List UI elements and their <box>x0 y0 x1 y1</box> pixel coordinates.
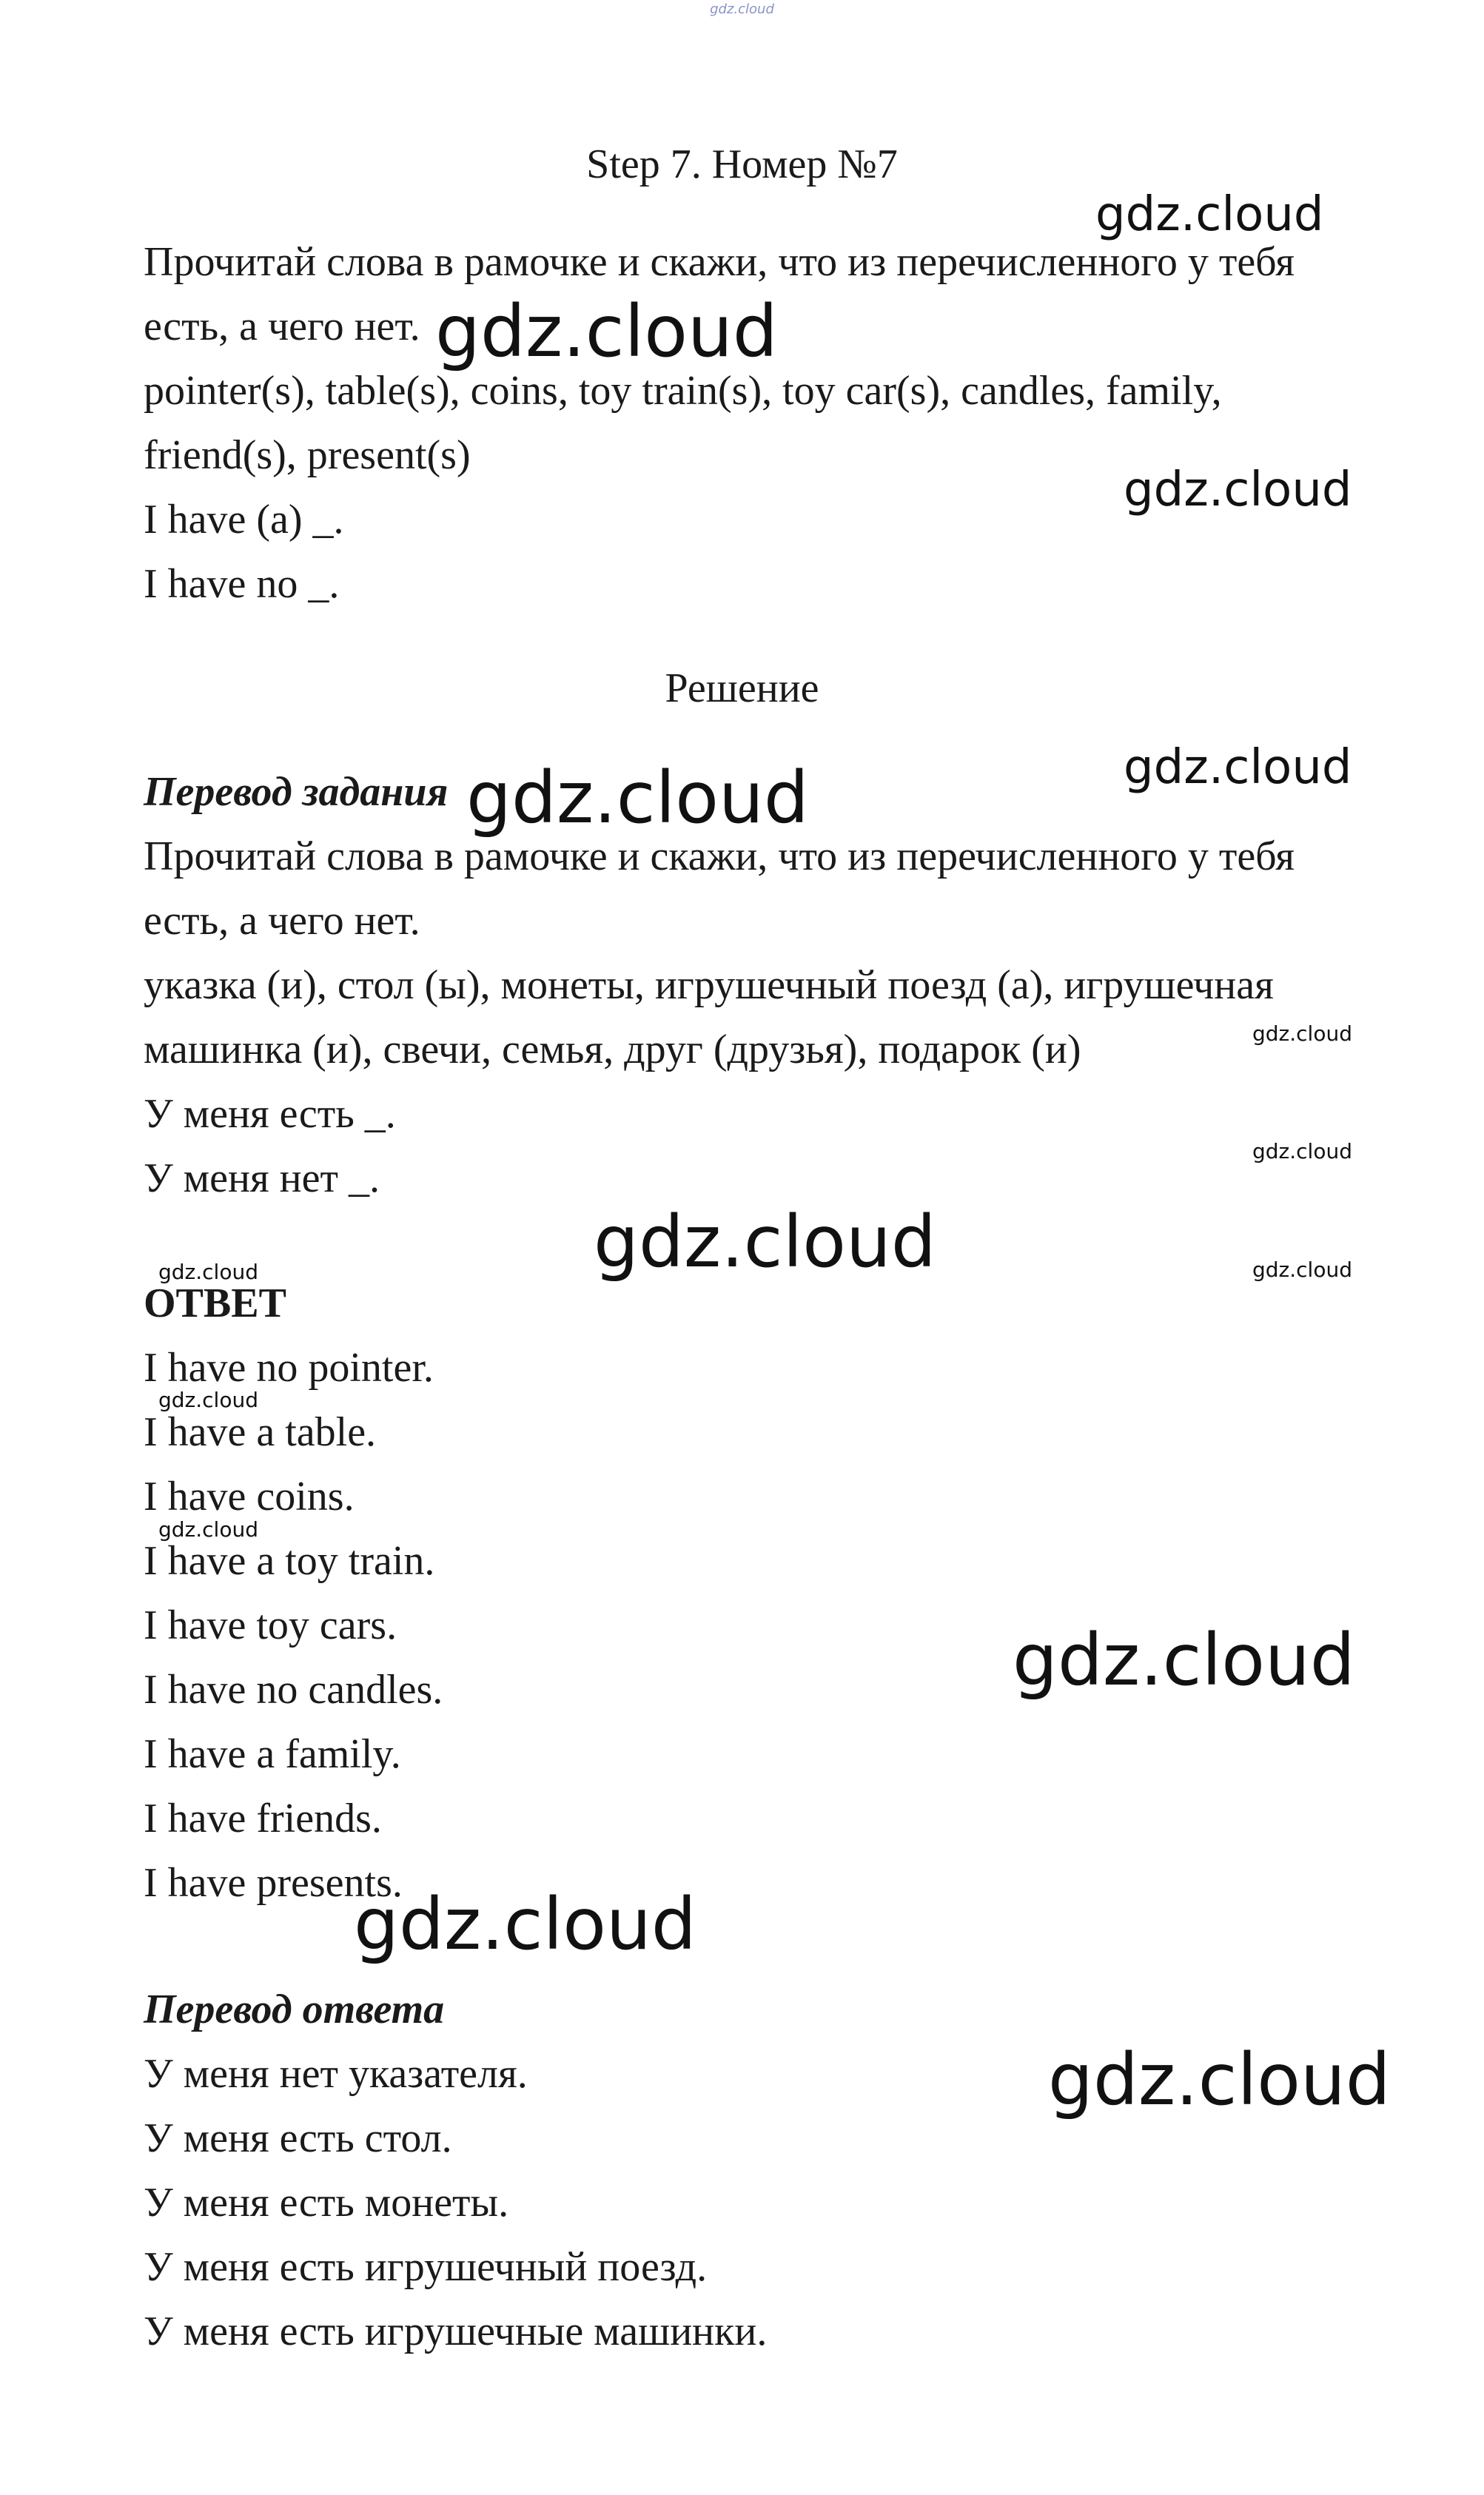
watermark: gdz.cloud <box>594 1201 936 1283</box>
watermark: gdz.cloud <box>1124 463 1352 517</box>
answer-translation-line: У меня есть игрушечный поезд. <box>144 2244 708 2290</box>
task-pattern-2: I have no _. <box>144 561 340 607</box>
translation-line-2: есть, а чего нет. <box>144 898 420 944</box>
task-words-line-2: friend(s), present(s) <box>144 432 471 478</box>
translation-heading: Перевод задания <box>144 769 449 815</box>
answer-translation-line: У меня есть стол. <box>144 2115 452 2161</box>
watermark: gdz.cloud <box>158 1260 258 1284</box>
answer-translation-line: У меня есть монеты. <box>144 2180 509 2226</box>
answer-line: I have a family. <box>144 1731 401 1777</box>
watermark: gdz.cloud <box>1124 740 1352 795</box>
watermark: gdz.cloud <box>466 756 809 839</box>
watermark: gdz.cloud <box>1252 1021 1352 1046</box>
watermark: gdz.cloud <box>1095 187 1324 242</box>
answer-line: I have no pointer. <box>144 1345 434 1391</box>
watermark: gdz.cloud <box>435 290 778 373</box>
answer-heading: ОТВЕТ <box>144 1280 286 1326</box>
answer-line: I have friends. <box>144 1796 382 1841</box>
watermark: gdz.cloud <box>1252 1139 1352 1163</box>
translation-words-line-2: машинка (и), свечи, семья, друг (друзья), подарок (и) <box>144 1027 1081 1072</box>
watermark: gdz.cloud <box>158 1517 258 1542</box>
answer-line: I have coins. <box>144 1474 355 1520</box>
watermark: gdz.cloud <box>1013 1619 1355 1702</box>
answer-translation-line: У меня есть игрушечные машинки. <box>144 2308 768 2354</box>
translation-words-line-1: указка (и), стол (ы), монеты, игрушечный поезд (а), игрушечная <box>144 962 1274 1008</box>
page-title: Step 7. Номер №7 <box>586 141 898 187</box>
answer-line: I have toy cars. <box>144 1602 397 1648</box>
answer-line: I have a table. <box>144 1409 377 1455</box>
task-text-line-2: есть, а чего нет. <box>144 303 420 349</box>
solution-heading: Решение <box>665 665 819 711</box>
watermark: gdz.cloud <box>158 1388 258 1412</box>
task-pattern-1: I have (a) _. <box>144 497 344 543</box>
translation-line-1: Прочитай слова в рамочке и скажи, что из перечисленного у тебя <box>144 833 1295 879</box>
task-words-line-1: pointer(s), table(s), coins, toy train(s), toy car(s), candles, family, <box>144 368 1222 414</box>
answer-translation-heading: Перевод ответа <box>144 1987 445 2032</box>
watermark: gdz.cloud <box>1048 2038 1391 2121</box>
answer-line: I have no candles. <box>144 1667 443 1713</box>
answer-translation-line: У меня нет указателя. <box>144 2051 528 2097</box>
watermark: gdz.cloud <box>1252 1257 1352 1282</box>
task-text-line-1: Прочитай слова в рамочке и скажи, что из перечисленного у тебя <box>144 239 1295 285</box>
answer-line: I have a toy train. <box>144 1538 435 1584</box>
top-watermark: gdz.cloud <box>710 1 774 17</box>
translation-pattern-2: У меня нет _. <box>144 1155 380 1201</box>
translation-pattern-1: У меня есть _. <box>144 1091 396 1137</box>
answer-line: I have presents. <box>144 1860 403 1906</box>
watermark: gdz.cloud <box>354 1883 696 1966</box>
